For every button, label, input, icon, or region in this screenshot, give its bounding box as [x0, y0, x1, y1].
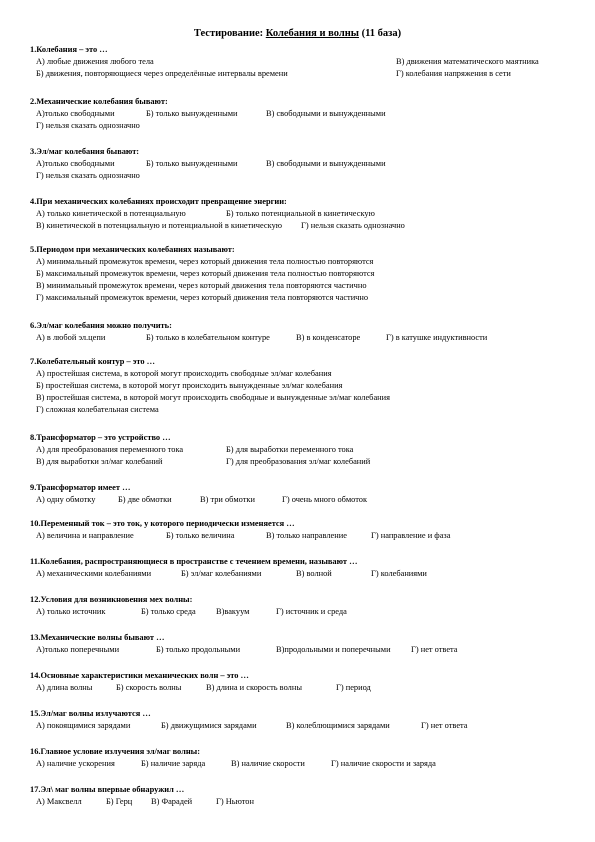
answer-row [36, 404, 580, 416]
answer-option: В) простейшая система, в которой могут происходить свободные и вынужденные эл/маг колебания [36, 393, 390, 402]
answer-row [36, 606, 580, 618]
answer-row [36, 220, 580, 232]
answer-option: А) одну обмотку [36, 495, 96, 504]
answer-option: Б) только среда [141, 607, 196, 616]
answer-option: Г) нет ответа [421, 721, 468, 730]
question-text: 10.Переменный ток – это ток, у которого периодически изменяется … [30, 519, 295, 528]
answer-row [36, 380, 580, 392]
answer-row [36, 444, 580, 456]
answer-option: А) минимальный промежуток времени, через который движения тела полностью повторяются [36, 257, 374, 266]
question-14 [30, 670, 580, 694]
question-text: 13.Механические волны бывают … [30, 633, 165, 642]
answer-option: В) Фарадей [151, 797, 193, 806]
answer-option: Б) движущимися зарядами [161, 721, 257, 730]
answer-row [36, 332, 580, 344]
question-17 [30, 784, 580, 808]
answer-option: А) наличие ускорения [36, 759, 115, 768]
answer-row [36, 682, 580, 694]
answer-row [36, 120, 580, 132]
question-4 [30, 196, 580, 232]
answer-option: В) колеблющимися зарядами [286, 721, 390, 730]
answer-option: В) три обмотки [200, 495, 255, 504]
answer-option: В) в конденсаторе [296, 333, 361, 342]
answer-option: А)только поперечными [36, 645, 120, 654]
answer-option: Б) максимальный промежуток времени, через который движения тела полностью повторяются [36, 269, 375, 278]
answer-option: В) для выработки эл/маг колебаний [36, 457, 163, 466]
answer-option: Б) для выработки переменного тока [226, 445, 354, 454]
question-text: 16.Главное условие излучения эл/маг волны: [30, 747, 200, 756]
answer-option: А) только кинетической в потенциальную [36, 209, 186, 218]
answer-option: Б) только вынужденными [146, 159, 238, 168]
title-suffix: (11 база) [358, 28, 402, 39]
answer-row [36, 256, 580, 268]
answer-option: В) минимальный промежуток времени, через который движения тела повторяются частично [36, 281, 367, 290]
answer-option: А) длина волны [36, 683, 93, 692]
question-1 [30, 44, 580, 80]
answer-row [36, 758, 580, 770]
answer-option: Г) период [336, 683, 371, 692]
question-text: 9.Трансформатор имеет … [30, 483, 131, 492]
answer-option: В)продольными и поперечными [276, 645, 391, 654]
answer-option: Б) две обмотки [118, 495, 172, 504]
answer-option: А) величина и направление [36, 531, 134, 540]
answer-option: Б) только потенциальной в кинетическую [226, 209, 375, 218]
answer-option: Г) колебания напряжения в сети [396, 69, 511, 78]
answer-option: Г) максимальный промежуток времени, через который движения тела повторяются частично [36, 293, 369, 302]
answer-row [36, 720, 580, 732]
question-text: 5.Периодом при механических колебаниях называют: [30, 245, 235, 254]
question-text: 6.Эл/маг колебания можно получить: [30, 321, 172, 330]
answer-option: Г) нельзя сказать однозначно [36, 121, 140, 130]
answer-row [36, 56, 580, 68]
answer-option: А)только свободными [36, 159, 115, 168]
answer-option: А)только свободными [36, 109, 115, 118]
answer-option: Б) только продольными [156, 645, 241, 654]
question-text: 4.При механических колебаниях происходит превращение энергии: [30, 197, 287, 206]
answer-row [36, 280, 580, 292]
answer-option: Б) только величина [166, 531, 235, 540]
answer-option: Г) направление и фаза [371, 531, 451, 540]
answer-option: Б) эл/маг колебаниями [181, 569, 262, 578]
question-7 [30, 356, 580, 416]
answer-row [36, 494, 580, 506]
answer-option: В) движения математического маятника [396, 57, 539, 66]
question-3 [30, 146, 580, 182]
answer-option: Г) Ньютон [216, 797, 254, 806]
question-8 [30, 432, 580, 468]
answer-row [36, 568, 580, 580]
question-text: 17.Эл\ маг волны впервые обнаружил … [30, 785, 185, 794]
answer-option: В) только направление [266, 531, 347, 540]
answer-option: Б) только вынужденными [146, 109, 238, 118]
question-2 [30, 96, 580, 132]
question-10 [30, 518, 580, 542]
answer-option: В) волной [296, 569, 332, 578]
question-15 [30, 708, 580, 732]
answer-row [36, 208, 580, 220]
answer-row [36, 796, 580, 808]
answer-option: Г) источник и среда [276, 607, 347, 616]
answer-row [36, 268, 580, 280]
question-text: 2.Механические колебания бывают: [30, 97, 168, 106]
answer-option: Г) очень много обмоток [282, 495, 368, 504]
question-text: 15.Эл/маг волны излучаются … [30, 709, 151, 718]
answer-option: В) свободными и вынужденными [266, 109, 386, 118]
question-text: 14.Основные характеристики механических волн – это … [30, 671, 249, 680]
answer-option: Б) только в колебательном контуре [146, 333, 270, 342]
title-prefix: Тестирование: [193, 28, 266, 39]
answer-row [36, 530, 580, 542]
answer-option: Г) сложная колебательная система [36, 405, 159, 414]
answer-option: В) длина и скорость волны [206, 683, 302, 692]
title-topic: Колебания и волны [265, 28, 359, 39]
answer-option: В)вакуум [216, 607, 250, 616]
question-13 [30, 632, 580, 656]
answer-option: В) свободными и вынужденными [266, 159, 386, 168]
question-6 [30, 320, 580, 344]
answer-option: Г) наличие скорости и заряда [331, 759, 436, 768]
answer-option: Б) Герц [106, 797, 133, 806]
answer-row [36, 644, 580, 656]
question-5 [30, 244, 580, 304]
answer-option: Г) нет ответа [411, 645, 458, 654]
answer-option: Г) нельзя сказать однозначно [301, 221, 405, 230]
answer-row [36, 108, 580, 120]
answer-option: А) механическими колебаниями [36, 569, 152, 578]
answer-option: В) наличие скорости [231, 759, 305, 768]
question-text: 1.Колебания – это … [30, 45, 108, 54]
answer-option: Г) нельзя сказать однозначно [36, 171, 140, 180]
answer-option: А) покоящимися зарядами [36, 721, 131, 730]
question-text: 11.Колебания, распространяющиеся в пространстве с течением времени, называют … [30, 557, 358, 566]
answer-option: Б) скорость волны [116, 683, 182, 692]
answer-option: Б) простейшая система, в которой могут происходить вынужденные эл/маг колебания [36, 381, 343, 390]
answer-row [36, 292, 580, 304]
answer-option: А) простейшая система, в которой могут происходить свободные эл/маг колебания [36, 369, 332, 378]
page-title [0, 28, 595, 39]
answer-option: В) кинетической в потенциальную и потенциальной в кинетическую [36, 221, 283, 230]
question-text: 7.Колебательный контур – это … [30, 357, 156, 366]
question-9 [30, 482, 580, 506]
answer-row [36, 456, 580, 468]
answer-row [36, 392, 580, 404]
answer-row [36, 368, 580, 380]
answer-row [36, 170, 580, 182]
question-11 [30, 556, 580, 580]
answer-option: А) любые движения любого тела [36, 57, 154, 66]
answer-row [36, 68, 580, 80]
question-12 [30, 594, 580, 618]
answer-option: А) Максвелл [36, 797, 82, 806]
question-16 [30, 746, 580, 770]
answer-option: А) в любой эл.цепи [36, 333, 106, 342]
answer-row [36, 158, 580, 170]
answer-option: А) только источник [36, 607, 106, 616]
answer-option: Б) наличие заряда [141, 759, 206, 768]
question-text: 8.Трансформатор – это устройство … [30, 433, 171, 442]
answer-option: Б) движения, повторяющиеся через определённые интервалы времени [36, 69, 288, 78]
answer-option: Г) в катушке индуктивности [386, 333, 488, 342]
question-text: 12.Условия для возникновения мех волны: [30, 595, 193, 604]
answer-option: А) для преобразования переменного тока [36, 445, 184, 454]
answer-option: Г) для преобразования эл/маг колебаний [226, 457, 371, 466]
answer-option: Г) колебаниями [371, 569, 427, 578]
question-text: 3.Эл/маг колебания бывают: [30, 147, 140, 156]
